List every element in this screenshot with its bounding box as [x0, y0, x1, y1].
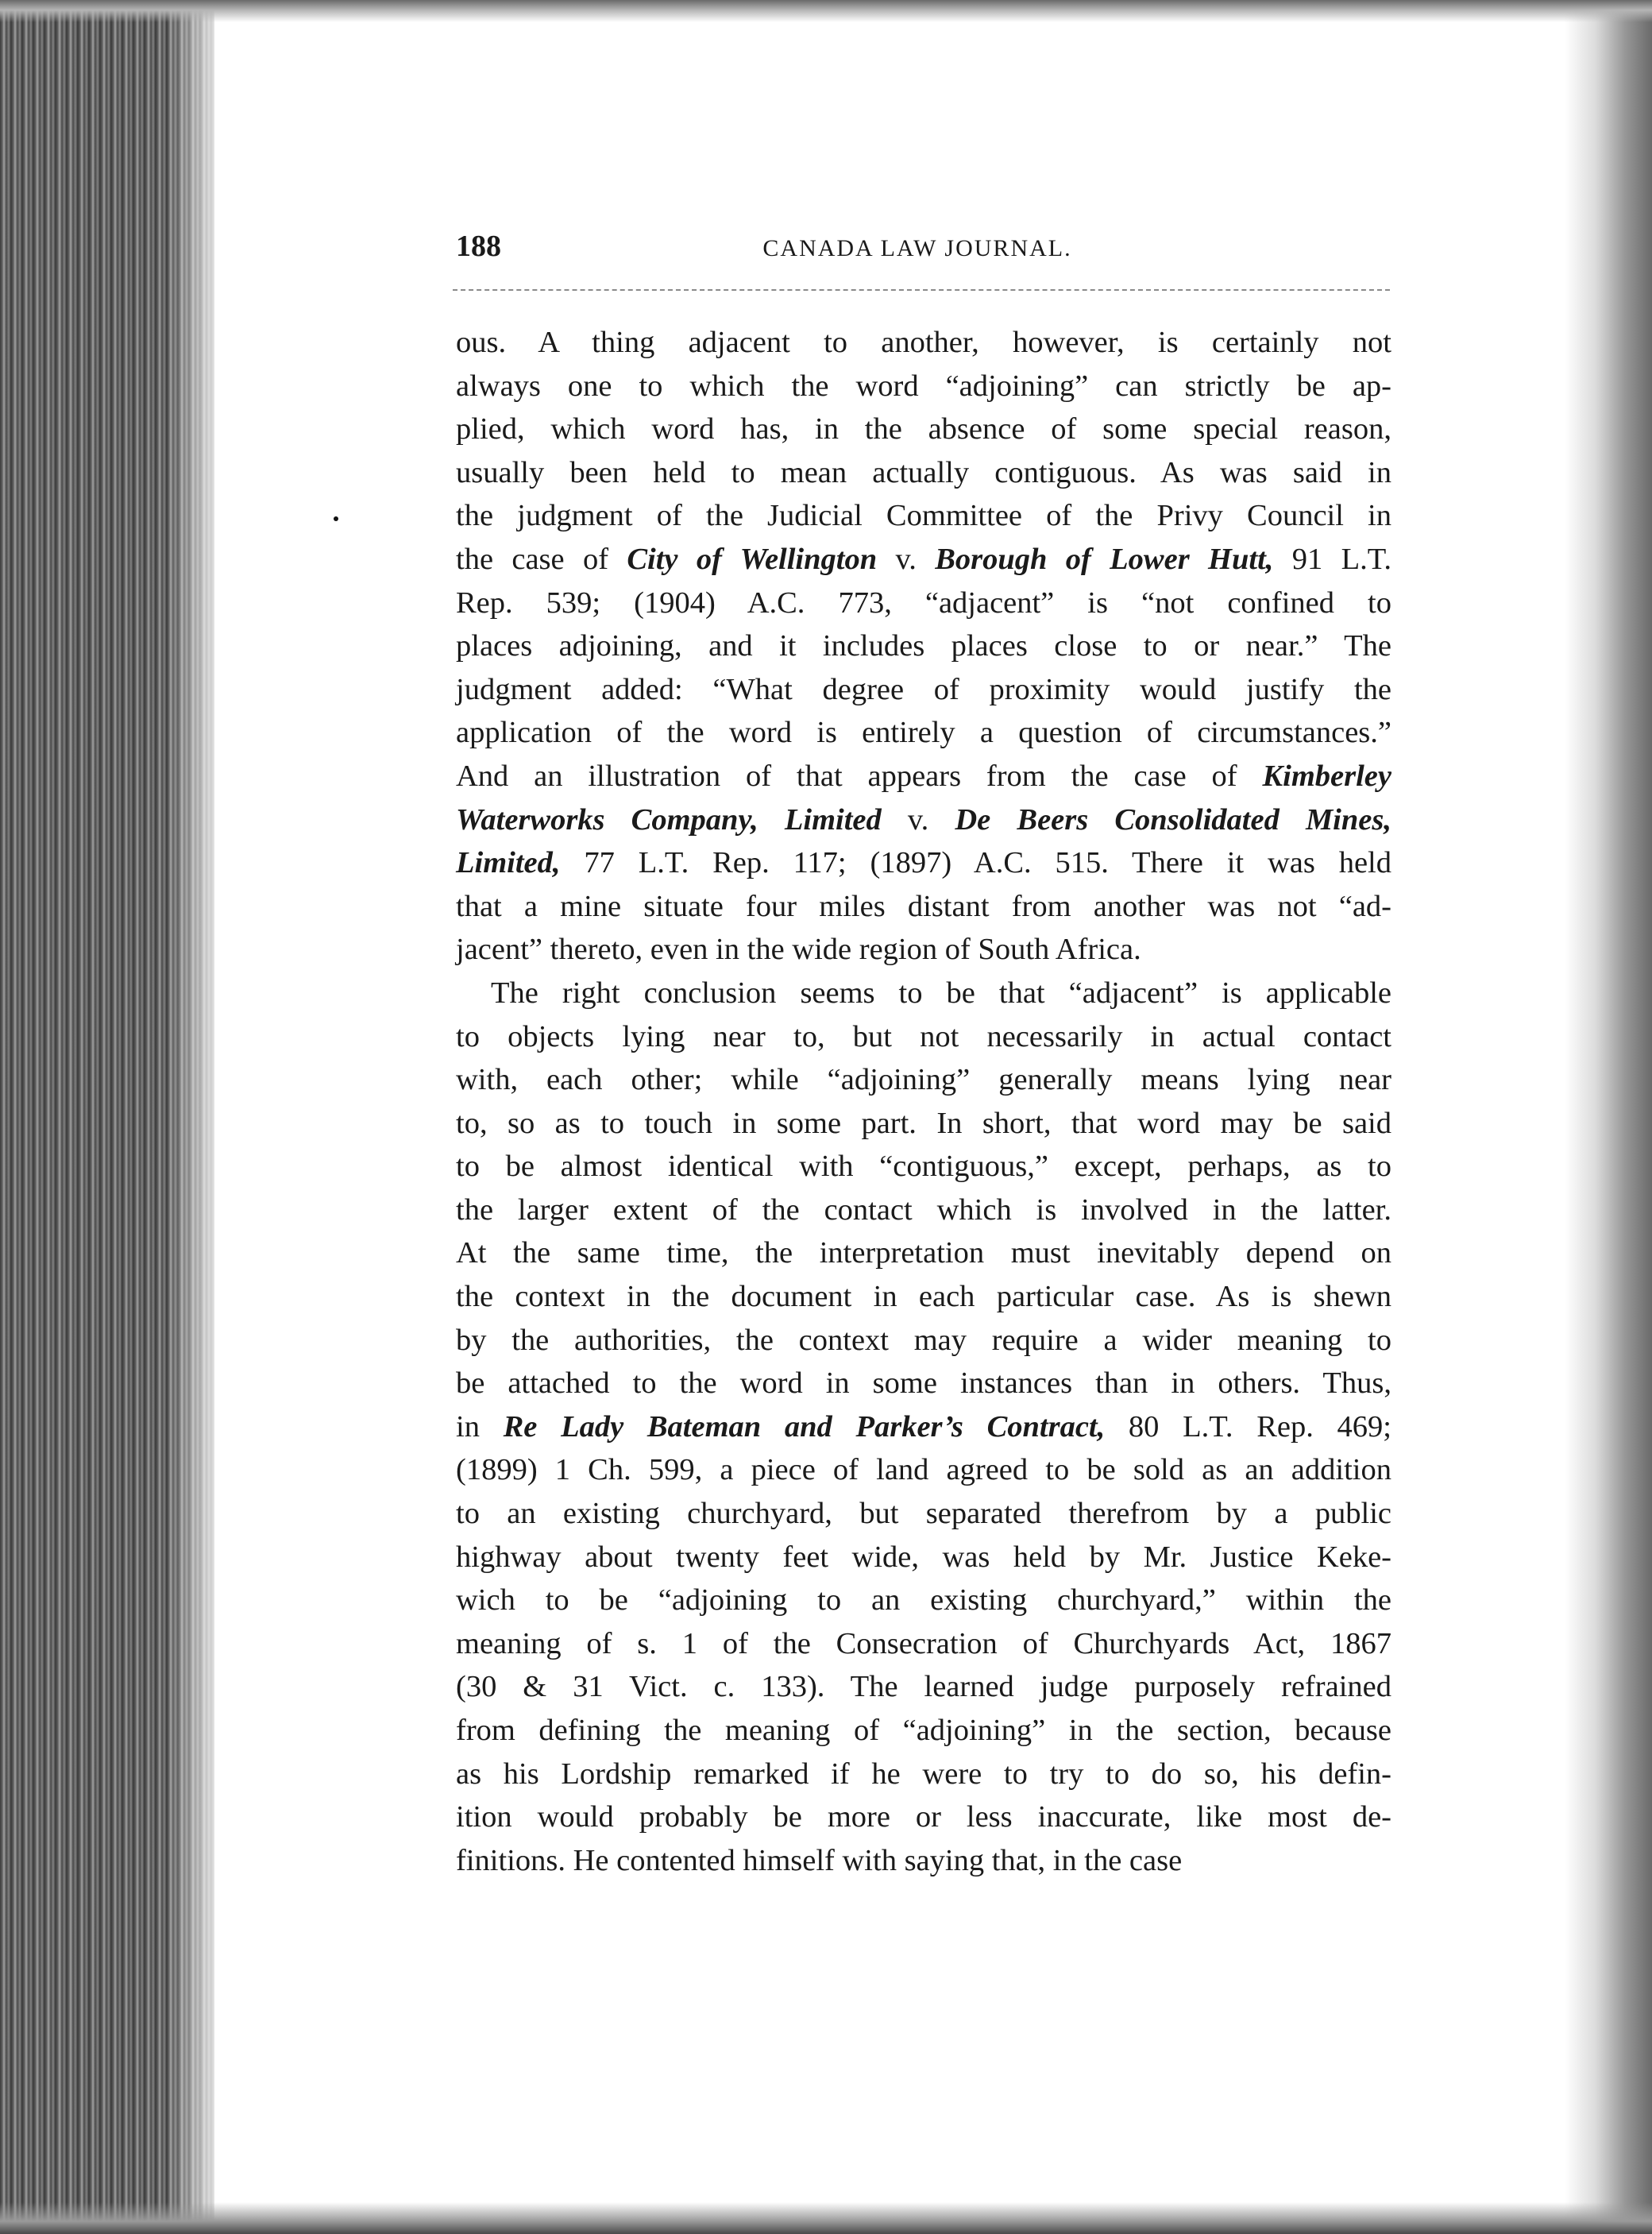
text-line: wich to be “adjoining to an existing churchyard,” within the — [456, 1583, 1391, 1618]
text-line: places adjoining, and it includes places close to or near.” The — [456, 629, 1391, 663]
text-line: judgment added: “What degree of proximity would justify the — [456, 672, 1391, 706]
journal-title: CANADA LAW JOURNAL. — [762, 235, 1072, 261]
text-line — [456, 755, 1391, 798]
case-name: De Beers Consolidated Mines, — [955, 802, 1391, 837]
text-segment: v. — [877, 542, 936, 576]
scan-edge-bottom — [0, 2202, 1652, 2234]
text-line: always one to which the word “adjoining” can strictly be ap- — [456, 369, 1391, 403]
text-line — [456, 798, 1391, 842]
document-page — [445, 229, 1398, 1877]
scan-speck — [334, 516, 338, 521]
text-line: be attached to the word in some instances than in others. Thus, — [456, 1366, 1391, 1401]
text-line: the judgment of the Judicial Committee of the Privy Council in — [456, 499, 1391, 533]
text-line: At the same time, the interpretation must inevitably depend on — [456, 1236, 1391, 1270]
case-name: Re Lady Bateman and Parker’s Contract, — [503, 1409, 1106, 1444]
header-rule — [453, 289, 1390, 291]
text-line: with, each other; while “adjoining” generally means lying near — [456, 1063, 1391, 1097]
text-line: ition would probably be more or less inaccurate, like most de- — [456, 1800, 1391, 1834]
text-line: the context in the document in each particular case. As is shewn — [456, 1280, 1391, 1314]
text-segment: 91 L.T. — [1273, 542, 1392, 576]
text-line: to an existing churchyard, but separated therefrom by a public — [456, 1497, 1391, 1531]
text-line: ous. A thing adjacent to another, however, is certainly not — [456, 326, 1391, 359]
text-segment: v. — [881, 802, 955, 837]
scan-edge-right — [1565, 0, 1652, 2234]
page-number: 188 — [456, 230, 501, 263]
running-head — [445, 229, 1398, 276]
text-line: meaning of s. 1 of the Consecration of Churchyards Act, 1867 — [456, 1626, 1391, 1660]
text-segment: in — [456, 1409, 504, 1444]
text-line: finitions. He contented himself with saying that, in the case — [456, 1843, 1183, 1877]
text-line: usually been held to mean actually contiguous. As was said in — [456, 455, 1391, 489]
text-segment: And an illustration of that appears from the case of — [456, 759, 1263, 793]
scan-edge-left-fade — [167, 0, 238, 2234]
text-line: Rep. 539; (1904) A.C. 773, “adjacent” is “not confined to — [456, 586, 1391, 620]
text-segment: 77 L.T. Rep. 117; (1897) A.C. 515. There it was held — [560, 846, 1391, 880]
text-line: plied, which word has, in the absence of some special reason, — [456, 412, 1391, 446]
text-line — [456, 841, 1391, 885]
case-name: Waterworks Company, Limited — [456, 802, 882, 837]
text-line: highway about twenty feet wide, was held by Mr. Justice Keke- — [456, 1540, 1391, 1574]
text-line — [456, 538, 1391, 582]
text-line: The right conclusion seems to be that “adjacent” is applicable — [491, 976, 1391, 1010]
scan-edge-top — [0, 0, 1652, 22]
text-line: from defining the meaning of “adjoining” in the section, because — [456, 1714, 1391, 1747]
text-line: application of the word is entirely a question of circumstances.” — [456, 716, 1391, 750]
body-text — [456, 321, 1391, 1882]
text-line — [456, 1405, 1391, 1449]
text-line: (30 & 31 Vict. c. 133). The learned judge purposely refrained — [456, 1670, 1391, 1704]
case-name: City of Wellington — [627, 542, 878, 576]
text-segment: 80 L.T. Rep. 469; — [1105, 1409, 1391, 1444]
text-line: to, so as to touch in some part. In short, that word may be said — [456, 1106, 1391, 1140]
text-line: the larger extent of the contact which is involved in the latter. — [456, 1192, 1391, 1227]
text-segment: the case of — [456, 542, 627, 576]
text-line: as his Lordship remarked if he were to try to do so, his defin- — [456, 1757, 1391, 1791]
case-name: Borough of Lower Hutt, — [935, 542, 1274, 576]
text-line: to objects lying near to, but not necessarily in actual contact — [456, 1019, 1391, 1053]
case-name: Kimberley — [1262, 759, 1391, 793]
text-line: jacent” thereto, even in the wide region of South Africa. — [456, 933, 1141, 967]
text-line: (1899) 1 Ch. 599, a piece of land agreed to be sold as an addition — [456, 1453, 1391, 1487]
case-name: Limited, — [456, 846, 561, 880]
text-line: to be almost identical with “contiguous,” except, perhaps, as to — [456, 1150, 1391, 1184]
text-line: by the authorities, the context may require a wider meaning to — [456, 1323, 1391, 1357]
text-line: that a mine situate four miles distant from another was not “ad- — [456, 889, 1391, 923]
